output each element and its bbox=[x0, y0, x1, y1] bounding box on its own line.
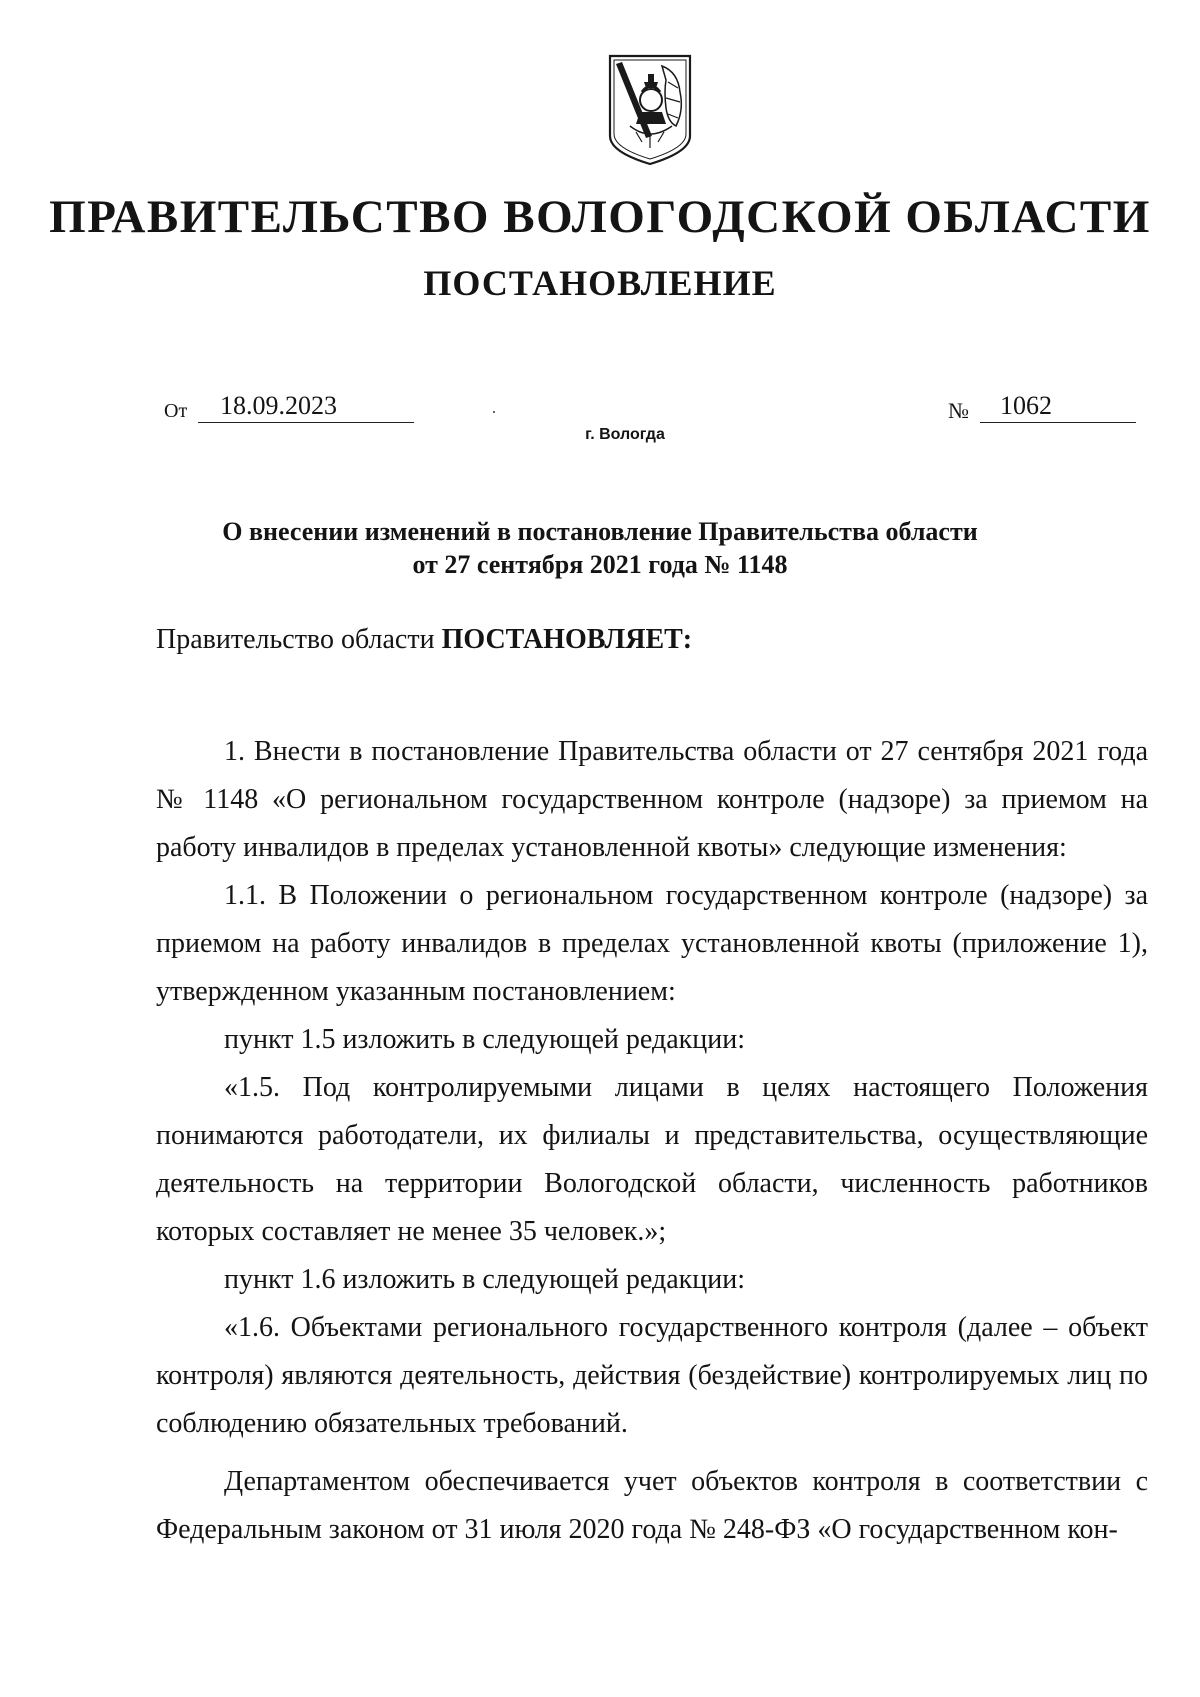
decree-line bbox=[156, 624, 692, 656]
subject-line-2: от 27 сентября 2021 года № 1148 bbox=[412, 550, 788, 579]
date-label: От bbox=[164, 400, 188, 422]
paragraph-accounting: Департаментом обеспечивается учет объектов контроля в соответствии с Федеральным законом от 31 июля 2020 года № 248-ФЗ «О государственном кон- bbox=[156, 1466, 1148, 1545]
document-subject bbox=[0, 515, 1200, 581]
vologda-coat-of-arms-icon bbox=[606, 52, 694, 168]
paragraph-item-1-5-intro: пункт 1.5 изложить в следующей редакции: bbox=[224, 1024, 745, 1055]
document-date: 18.09.2023 bbox=[198, 390, 414, 423]
city: г. Вологда bbox=[585, 426, 665, 443]
document-type: ПОСТАНОВЛЕНИЕ bbox=[423, 263, 777, 303]
decree-prefix: Правительство области bbox=[156, 624, 435, 655]
paragraph-item-1-6-intro: пункт 1.6 изложить в следующей редакции: bbox=[224, 1264, 745, 1295]
paragraph-1: 1. Внести в постановление Правительства области от 27 сентября 2021 года № 1148 «О региональном государственном контроле (надзоре) за приемом на работу инвалидов в пределах установленной квоты» следующие изменения: bbox=[156, 736, 1148, 863]
decree-verb: ПОСТАНОВЛЯЕТ: bbox=[441, 624, 693, 655]
paragraph-item-1-5: «1.5. Под контролируемыми лицами в целях настоящего Положения понимаются работодатели, их филиалы и представительства, осуществляющие деятельность на территории Вологодской области, численность работников которых составляет не менее 35 человек.»; bbox=[156, 1072, 1148, 1247]
document-body bbox=[156, 728, 1148, 1554]
paragraph-1-1: 1.1. В Положении о региональном государственном контроле (надзоре) за приемом на работу инвалидов в пределах установленной квоты (приложение 1), утвержденном указанным постановлением: bbox=[156, 880, 1148, 1007]
document-number: 1062 bbox=[980, 390, 1136, 423]
subject-line-1: О внесении изменений в постановление Правительства области bbox=[222, 517, 978, 546]
paragraph-item-1-6: «1.6. Объектами регионального государственного контроля (далее – объект контроля) являются деятельность, действия (бездействие) контролируемых лиц по соблюдению обязательных требований. bbox=[156, 1312, 1148, 1439]
number-label: № bbox=[948, 398, 969, 423]
scan-speck bbox=[493, 411, 495, 413]
government-title: ПРАВИТЕЛЬСТВО ВОЛОГОДСКОЙ ОБЛАСТИ bbox=[49, 191, 1151, 243]
